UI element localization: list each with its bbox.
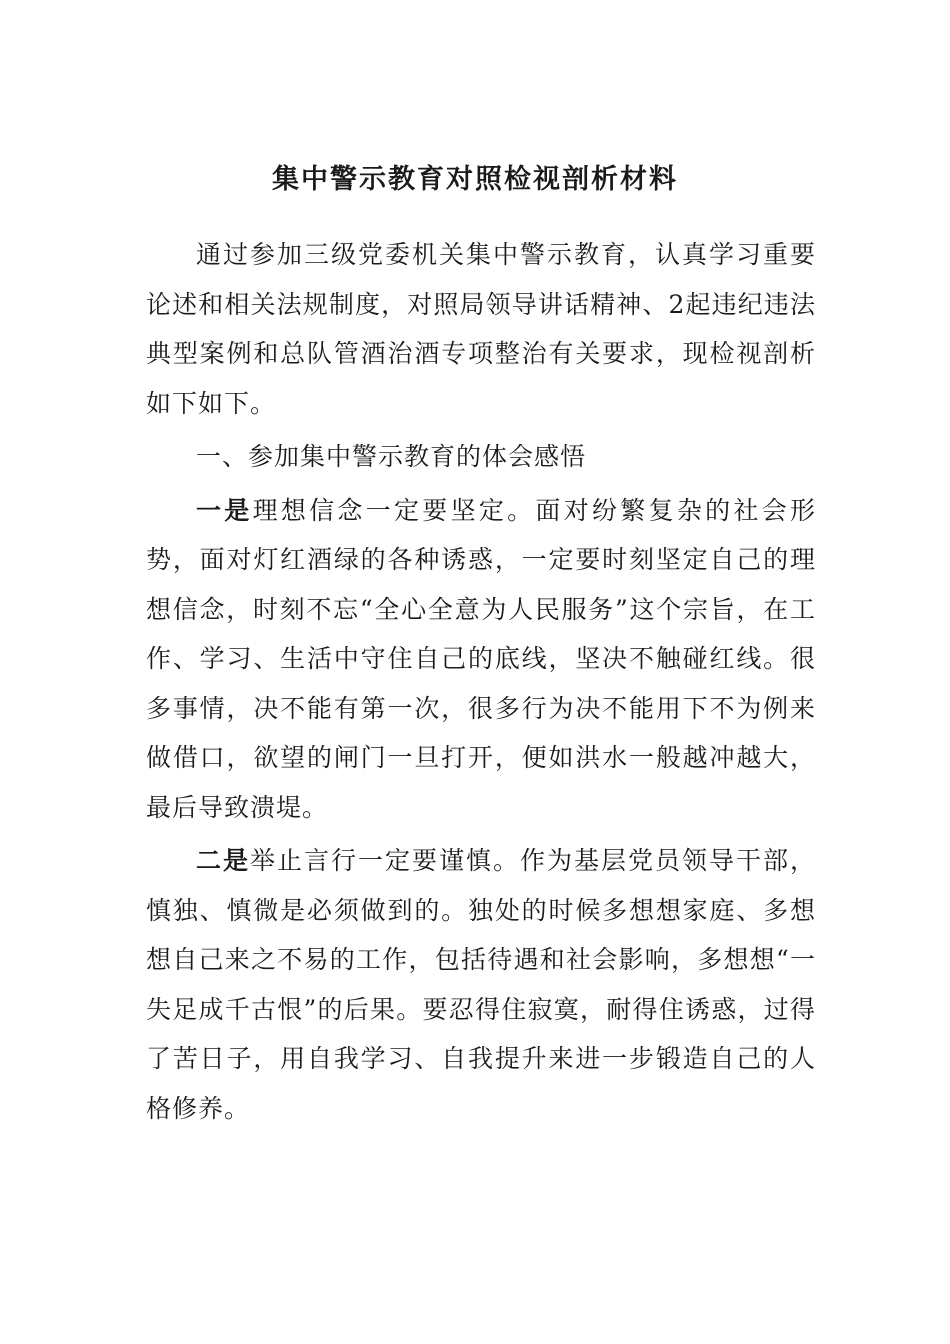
point-one-paragraph [146,486,816,833]
section-heading: 一、参加集中警示教育的体会感悟 [196,442,587,471]
point-one-text: 理想信念一定要坚定。面对纷繁复杂的社会形势，面对灯红酒绿的各种诱惑，一定要时刻坚定自己的理想信念，时刻不忘“全心全意为人民服务”这个宗旨，在工作、学习、生活中守住自己的底线，坚决不触碰红线。很多事情，决不能有第一次，很多行为决不能用下不为例来做借口，欲望的闸门一旦打开，便如洪水一般越冲越大，最后导致溃堤。 [146,495,816,822]
point-one-lead: 一是 [196,495,253,525]
point-two-paragraph [146,836,816,1133]
intro-paragraph: 通过参加三级党委机关集中警示教育，认真学习重要论述和相关法规制度，对照局领导讲话精神、2起违纪违法典型案例和总队管酒治酒专项整治有关要求，现检视剖析如下如下。 [146,240,816,418]
point-two-text: 举止言行一定要谨慎。作为基层党员领导干部，慎独、慎微是必须做到的。独处的时候多想想家庭、多想想自己来之不易的工作，包括待遇和社会影响，多想想“一失足成千古恨”的后果。要忍得住寂寞，耐得住诱惑，过得了苦日子，用自我学习、自我提升来进一步锻造自己的人格修养。 [146,846,816,1123]
document-title: 集中警示教育对照检视剖析材料 [272,164,678,195]
point-two-lead: 二是 [196,846,250,875]
document-body [146,230,816,1137]
